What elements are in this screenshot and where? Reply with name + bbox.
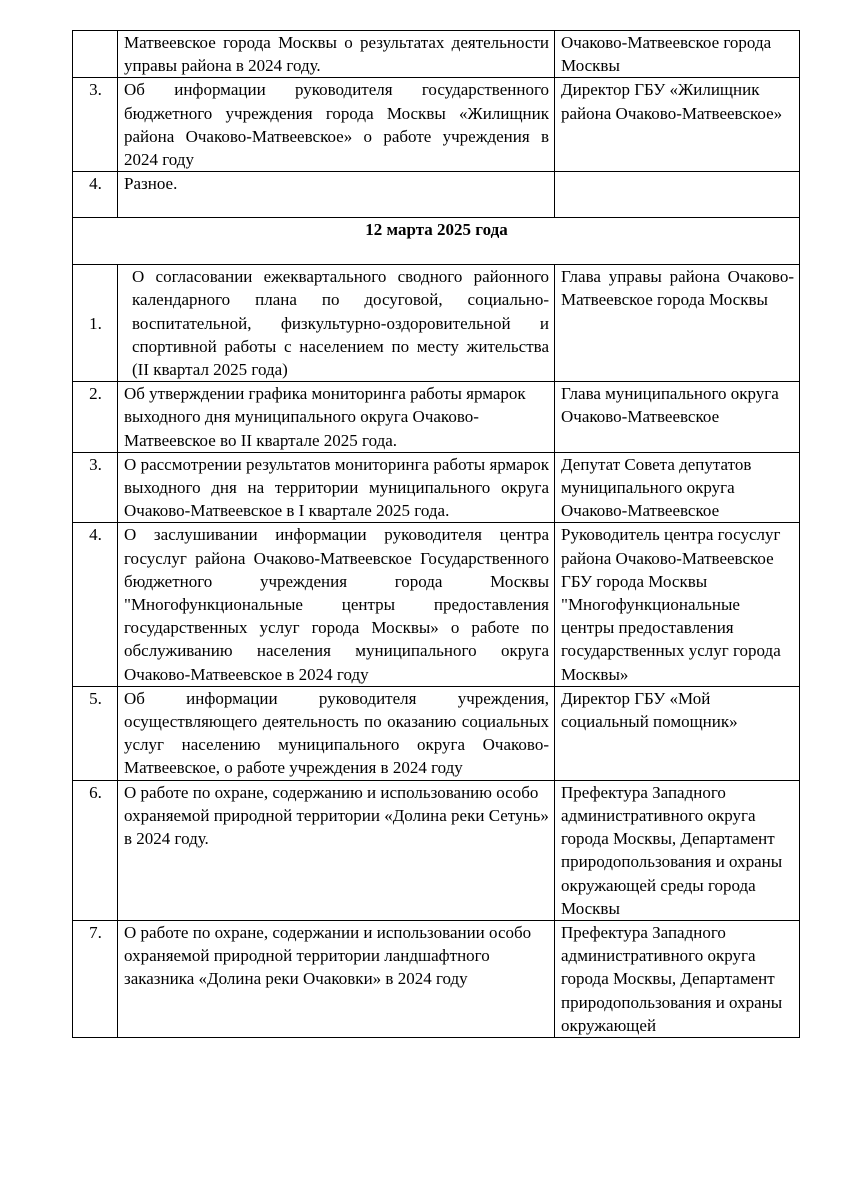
table-row (73, 265, 800, 382)
item-responsible: Префектура Западного административного округа города Москвы, Департамент природопользования и охраны окружающей среды города Москвы (555, 780, 800, 920)
table-row (73, 523, 800, 686)
item-responsible: Глава муниципального округа Очаково-Матвеевское (555, 382, 800, 453)
item-responsible: Директор ГБУ «Мой социальный помощник» (555, 686, 800, 780)
table-row (73, 452, 800, 523)
item-topic: О работе по охране, содержанию и использованию особо охраняемой природной территории «Долина реки Сетунь» в 2024 году. (118, 780, 555, 920)
item-responsible (555, 172, 800, 218)
item-topic: Об информации руководителя учреждения, осуществляющего деятельность по оказанию социальных услуг населению муниципального округа Очаково-Матвеевское, о работе учреждения в 2024 году (118, 686, 555, 780)
item-topic: Об утверждении графика мониторинга работы ярмарок выходного дня муниципального округа Очаково-Матвеевское во II квартале 2025 года. (118, 382, 555, 453)
item-number (73, 31, 118, 78)
item-responsible-text: Глава управы района Очаково-Матвеевское города Москвы (561, 267, 794, 310)
item-topic: Об информации руководителя государственного бюджетного учреждения города Москвы «Жилищник района Очаково-Матвеевское» о работе учреждения в 2024 году (118, 78, 555, 172)
section-date: 12 марта 2025 года (73, 218, 800, 265)
item-number: 4. (73, 523, 118, 686)
item-number: 2. (73, 382, 118, 453)
item-responsible (555, 265, 800, 382)
item-topic: Разное. (118, 172, 555, 218)
item-number: 7. (73, 920, 118, 1037)
table-row (73, 382, 800, 453)
item-responsible: Директор ГБУ «Жилищник района Очаково-Матвеевское» (555, 78, 800, 172)
item-topic: О работе по охране, содержании и использовании особо охраняемой природной территории ландшафтного заказника «Долина реки Очаковки» в 2024 году (118, 920, 555, 1037)
table-row (73, 780, 800, 920)
section-date-row (73, 218, 800, 265)
item-responsible: Очаково-Матвеевское города Москвы (555, 31, 800, 78)
item-responsible: Руководитель центра госуслуг района Очаково-Матвеевское ГБУ города Москвы "Многофункциональные центры предоставления государственных услуг города Москвы» (555, 523, 800, 686)
item-number: 4. (73, 172, 118, 218)
item-topic: Матвеевское города Москвы о результатах деятельности управы района в 2024 году. (118, 31, 555, 78)
table-row (73, 78, 800, 172)
item-number: 1. (73, 265, 118, 382)
table-row (73, 31, 800, 78)
item-topic: О заслушивании информации руководителя центра госуслуг района Очаково-Матвеевское Государственного бюджетного учреждения города Москвы "Многофункциональные центры предоставления государственных услуг города Москвы» о работе по обслуживанию населения муниципального округа Очаково-Матвеевское в 2024 году (118, 523, 555, 686)
table-row (73, 920, 800, 1037)
item-number: 6. (73, 780, 118, 920)
item-number: 3. (73, 78, 118, 172)
item-number: 5. (73, 686, 118, 780)
item-responsible: Префектура Западного административного округа города Москвы, Департамент природопользования и охраны окружающей (555, 920, 800, 1037)
table-row (73, 172, 800, 218)
item-responsible: Депутат Совета депутатов муниципального округа Очаково-Матвеевское (555, 452, 800, 523)
item-number: 3. (73, 452, 118, 523)
table-row (73, 686, 800, 780)
item-topic: О согласовании ежеквартального сводного районного календарного плана по досуговой, социально-воспитательной, физкультурно-оздоровительной и спортивной работы с населением по месту жительства (II квартал 2025 года) (118, 265, 555, 382)
item-topic: О рассмотрении результатов мониторинга работы ярмарок выходного дня на территории муниципального округа Очаково-Матвеевское в I квартале 2025 года. (118, 452, 555, 523)
agenda-table (72, 30, 800, 1038)
